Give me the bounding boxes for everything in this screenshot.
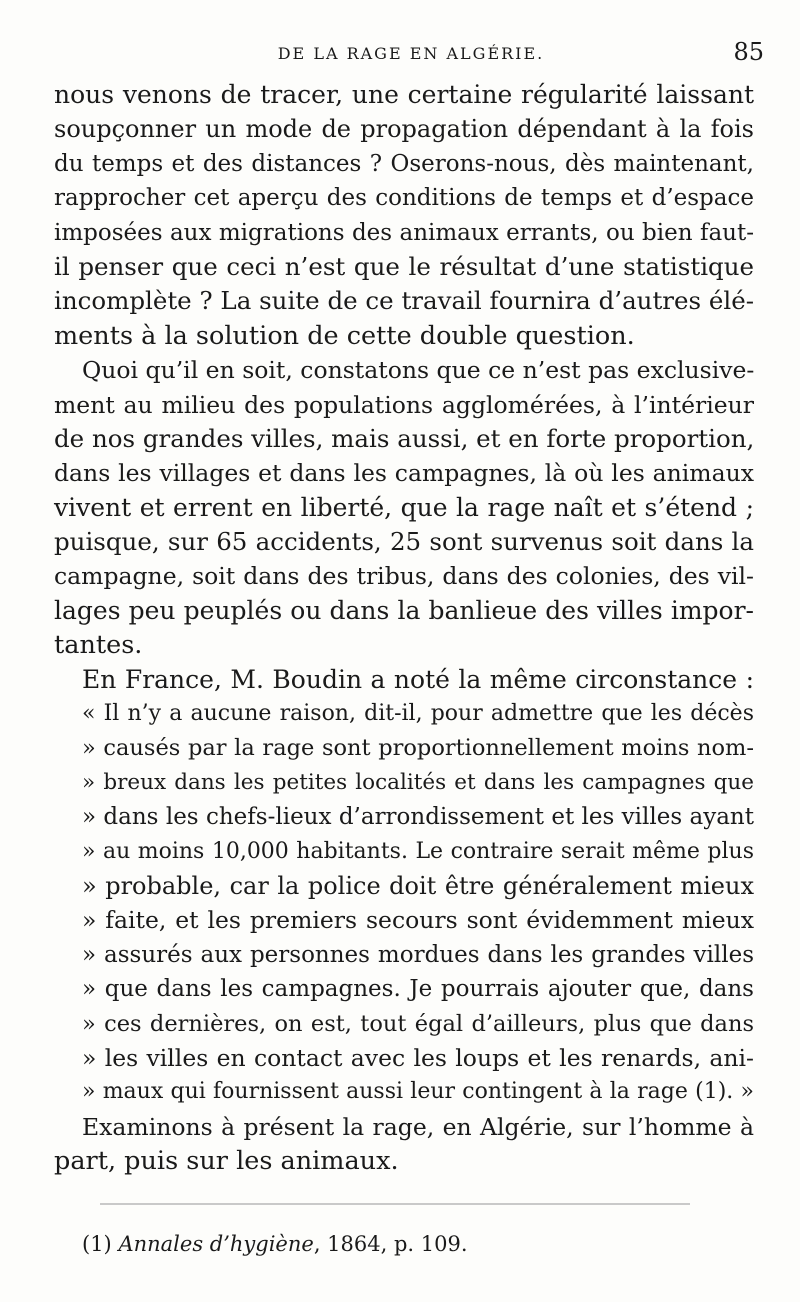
text-line: » les villes en contact avec les loups et les renards, ani- (82, 1043, 754, 1072)
text-line: » ces dernières, on est, tout égal d’ailleurs, plus que dans (82, 1010, 754, 1037)
text-line: part, puis sur les animaux. (54, 1146, 399, 1177)
text-line: » dans les chefs-lieux d’arrondissement et les villes ayant (82, 804, 754, 831)
page-number: 85 (733, 38, 764, 66)
footnote-reference: , 1864, p. 109. (313, 1232, 468, 1256)
text-line: dans les villages et dans les campagnes, là où les animaux (54, 459, 754, 488)
text-line: du temps et des distances ? Oserons-nous, dès maintenant, (54, 150, 754, 177)
text-line: vivent et errent en liberté, que la rage naît et s’étend ; (54, 492, 754, 522)
text-line: » faite, et les premiers secours sont évidemment mieux (82, 906, 754, 935)
text-line: » breux dans les petites localités et dans les campagnes que (82, 769, 754, 795)
body-text (54, 78, 754, 1179)
text-line: imposées aux migrations des animaux errants, ou bien faut- (54, 219, 754, 246)
text-line: il penser que ceci n’est que le résultat d’une statistique (54, 251, 754, 281)
text-line: » probable, car la police doit être généralement mieux (82, 871, 754, 900)
footnote-journal: Annales d’hygiène (118, 1232, 314, 1256)
text-line: En France, M. Boudin a noté la même circonstance : (82, 664, 754, 694)
text-line: ments à la solution de cette double question. (54, 320, 635, 351)
text-line: de nos grandes villes, mais aussi, et en forte proportion, (54, 423, 755, 453)
running-title: DE LA RAGE EN ALGÉRIE. (277, 44, 545, 63)
footnote (82, 1232, 468, 1256)
text-line: incomplète ? La suite de ce travail fournira d’autres élé- (54, 286, 754, 316)
footnote-marker: (1) (82, 1232, 112, 1256)
text-line: » maux qui fournissent aussi leur contingent à la rage (1). » (82, 1079, 754, 1105)
footnote-rule (100, 1203, 690, 1205)
page-header (52, 38, 770, 68)
text-line: campagne, soit dans des tribus, dans des colonies, des vil- (54, 562, 754, 591)
text-line: rapprocher cet aperçu des conditions de temps et d’espace (54, 185, 754, 212)
text-line: lages peu peuplés ou dans la banlieue des villes impor- (54, 595, 754, 625)
text-line: » au moins 10,000 habitants. Le contraire serait même plus (82, 838, 754, 864)
text-line: Quoi qu’il en soit, constatons que ce n’est pas exclusive- (82, 356, 755, 385)
text-line: ment au milieu des populations agglomérées, à l’intérieur (54, 390, 754, 419)
text-line: » assurés aux personnes mordues dans les grandes villes (82, 941, 754, 968)
text-line: tantes. (54, 630, 143, 661)
text-line: puisque, sur 65 accidents, 25 sont survenus soit dans la (54, 527, 754, 557)
text-line: soupçonner un mode de propagation dépendant à la fois (54, 115, 754, 144)
text-line: Examinons à présent la rage, en Algérie, sur l’homme à (82, 1112, 754, 1141)
text-line: « Il n’y a aucune raison, dit-il, pour admettre que les décès (82, 701, 754, 727)
text-line: » causés par la rage sont proportionnellement moins nom- (82, 735, 754, 762)
text-line: nous venons de tracer, une certaine régularité laissant (54, 80, 754, 109)
text-line: » que dans les campagnes. Je pourrais ajouter que, dans (82, 976, 754, 1003)
